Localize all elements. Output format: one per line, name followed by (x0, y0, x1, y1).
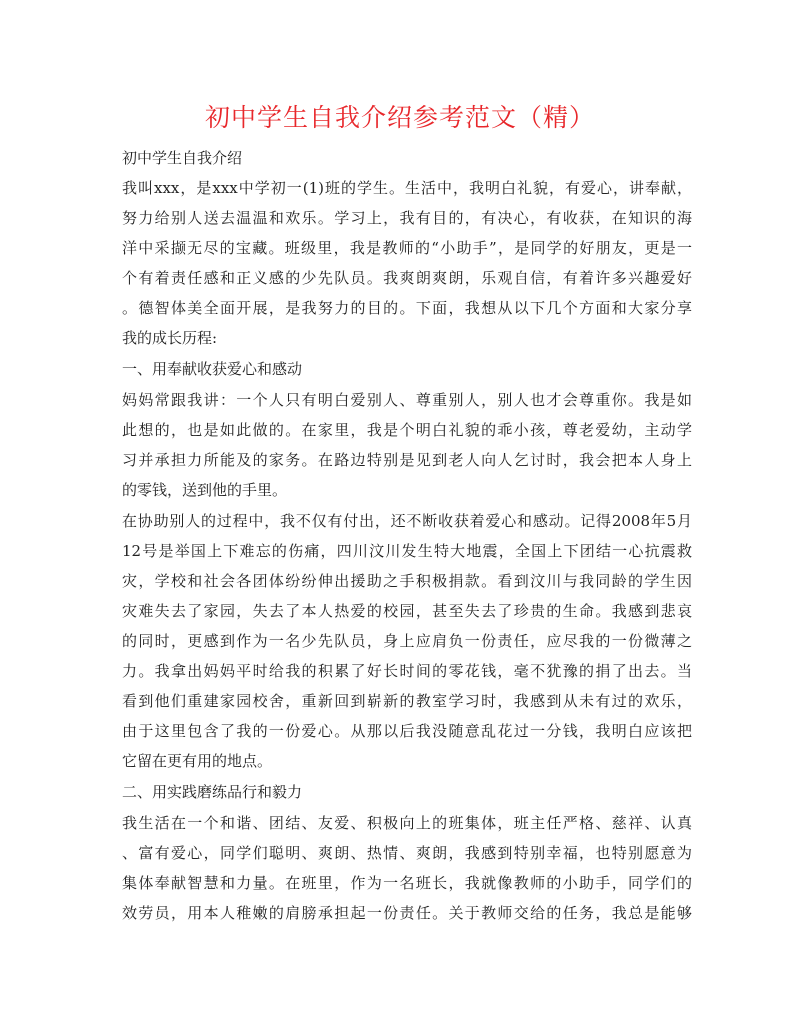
text-line: 看到他们重建家园校舍，重新回到崭新的教室学习时，我感到从未有过的欢乐， (122, 692, 692, 710)
subtitle-line: 初中学生自我介绍 (122, 149, 243, 167)
section-heading: 二、用实践磨练品行和毅力 (122, 783, 303, 801)
text-line: 由于这里包含了我的一份爱心。从那以后我没随意乱花过一分钱，我明白应该把 (122, 722, 692, 740)
text-line: 集体奉献智慧和力量。在班里，作为一名班长，我就像教师的小助手，同学们的 (122, 874, 692, 892)
text-line: 努力给别人送去温温和欢乐。学习上，我有目的，有决心，有收获，在知识的海 (122, 209, 692, 227)
text-line: 效劳员，用本人稚嫩的肩膀承担起一份责任。关于教师交给的任务，我总是能够 (122, 904, 692, 922)
text-line: 洋中采撷无尽的宝藏。班级里，我是教师的“小助手”，是同学的好朋友，更是一 (122, 239, 692, 257)
text-line: 。德智体美全面开展，是我努力的目的。下面，我想从以下几个方面和大家分享 (122, 299, 692, 317)
text-line: 在协助别人的过程中，我不仅有付出，还不断收获着爱心和感动。记得2008年5月 (122, 512, 692, 530)
text-line: 的零钱，送到他的手里。 (122, 481, 288, 499)
text-line: 此想的，也是如此做的。在家里，我是个明白礼貌的乖小孩，尊老爱幼，主动学 (122, 421, 692, 439)
text-line: 12号是举国上下难忘的伤痛，四川汶川发生特大地震，全国上下团结一心抗震救 (122, 542, 692, 560)
text-line: 力。我拿出妈妈平时给我的积累了好长时间的零花钱，毫不犹豫的捐了出去。当 (122, 662, 692, 680)
text-line: 个有着责任感和正义感的少先队员。我爽朗爽朗，乐观自信，有着许多兴趣爱好 (122, 269, 692, 287)
text-line: 的同时，更感到作为一名少先队员，身上应肩负一份责任，应尽我的一份微薄之 (122, 632, 692, 650)
text-line: 我的成长历程: (122, 329, 218, 347)
document-title: 初中学生自我介绍参考范文（精） (204, 103, 595, 132)
text-line: 、富有爱心，同学们聪明、爽朗、热情、爽朗，我感到特别幸福，也特别愿意为 (122, 844, 692, 862)
text-line: 妈妈常跟我讲：一个人只有明白爱别人、尊重别人，别人也才会尊重你。我是如 (122, 391, 692, 409)
text-line: 灾难失去了家园，失去了本人热爱的校园，甚至失去了珍贵的生命。我感到悲哀 (122, 602, 692, 620)
text-line: 我叫xxx，是xxx中学初一(1)班的学生。生活中，我明白礼貌，有爱心，讲奉献， (122, 179, 692, 197)
section-heading: 一、用奉献收获爱心和感动 (122, 360, 303, 378)
text-line: 习并承担力所能及的家务。在路边特别是见到老人向人乞讨时，我会把本人身上 (122, 451, 692, 469)
text-line: 它留在更有用的地点。 (122, 752, 273, 770)
text-line: 我生活在一个和谐、团结、友爱、积极向上的班集体，班主任严格、慈祥、认真 (122, 814, 692, 832)
text-line: 灾，学校和社会各团体纷纷伸出援助之手积极捐款。看到汶川与我同龄的学生因 (122, 572, 692, 590)
